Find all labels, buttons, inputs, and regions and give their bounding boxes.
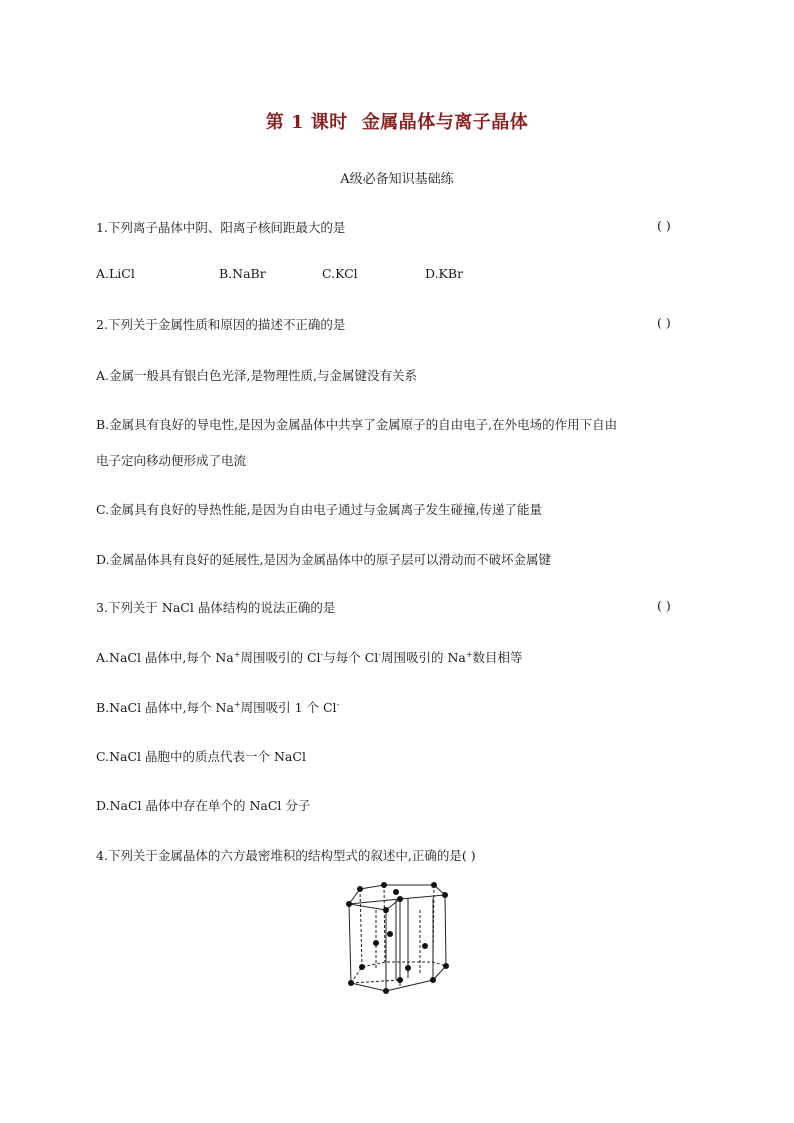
- lesson-topic: 金属晶体与离子晶体: [361, 112, 529, 133]
- hcp-crystal-structure-diagram: [340, 880, 460, 995]
- q4-stem: 4.下列关于金属晶体的六方最密堆积的结构型式的叙述中,正确的是( ): [96, 848, 476, 863]
- q3-option-a: A.NaCl 晶体中,每个 Na+周围吸引的 Cl-与每个 Cl-周围吸引的 Na+数目相等: [96, 649, 523, 665]
- q2-option-b-line1: B.金属具有良好的导电性,是因为金属晶体中共享了金属原子的自由电子,在外电场的作用下自由: [96, 417, 618, 432]
- q1-option-c: C.KCl: [322, 266, 358, 281]
- section-subtitle: A级必备知识基础练: [340, 172, 454, 187]
- page-title: [0, 108, 794, 134]
- q2-option-b-line2: 电子定向移动便形成了电流: [96, 453, 247, 468]
- q3-option-b: B.NaCl 晶体中,每个 Na+周围吸引 1 个 Cl-: [96, 699, 340, 715]
- q3-answer-blank: ( ): [657, 598, 671, 613]
- q1-answer-blank: ( ): [657, 218, 671, 233]
- lesson-number: 第 1 课时: [265, 112, 348, 133]
- q1-option-b: B.NaBr: [219, 266, 266, 281]
- q3-option-c: C.NaCl 晶胞中的质点代表一个 NaCl: [96, 749, 306, 764]
- q2-stem: 2.下列关于金属性质和原因的描述不正确的是: [96, 317, 346, 332]
- q3-option-d: D.NaCl 晶体中存在单个的 NaCl 分子: [96, 798, 311, 813]
- q2-option-a: A.金属一般具有银白色光泽,是物理性质,与金属键没有关系: [96, 368, 417, 383]
- q3-stem: 3.下列关于 NaCl 晶体结构的说法正确的是: [96, 600, 336, 615]
- q2-option-c: C.金属具有良好的导热性能,是因为自由电子通过与金属离子发生碰撞,传递了能量: [96, 502, 543, 517]
- q1-option-a: A.LiCl: [96, 266, 135, 281]
- q1-stem: 1.下列离子晶体中阴、阳离子核间距最大的是: [96, 220, 346, 235]
- q1-option-d: D.KBr: [425, 266, 464, 281]
- q2-option-d: D.金属晶体具有良好的延展性,是因为金属晶体中的原子层可以滑动而不破坏金属键: [96, 552, 552, 567]
- q2-answer-blank: ( ): [657, 315, 671, 330]
